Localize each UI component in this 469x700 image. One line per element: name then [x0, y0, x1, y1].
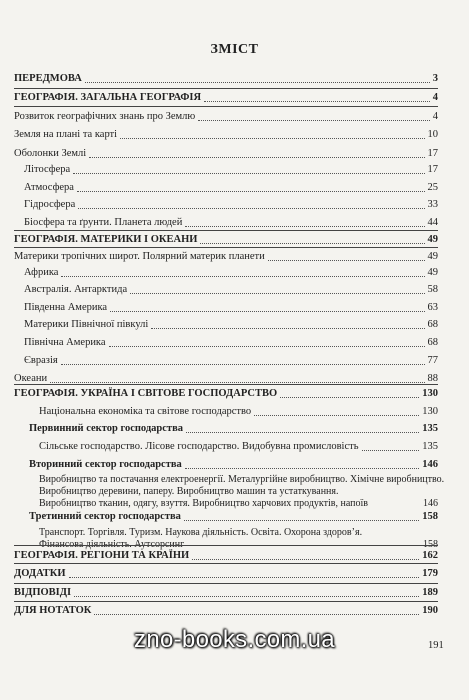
- toc-entry-title: Земля на плані та карті: [14, 129, 118, 140]
- toc-entry-page: 49: [427, 251, 438, 262]
- toc-entry-line: Виробництво та постачання електроенергії. Металургійне виробництво. Хімічне виробництво.: [39, 474, 445, 485]
- toc-entry[interactable]: [24, 301, 438, 315]
- toc-entry[interactable]: [24, 216, 438, 230]
- toc-entry[interactable]: [14, 233, 438, 247]
- leader-dots: [120, 138, 424, 139]
- toc-entry[interactable]: [14, 147, 438, 161]
- toc-entry-page: 158: [423, 539, 438, 550]
- toc-entry-page: 17: [427, 148, 438, 159]
- toc-entry-page: 88: [427, 373, 438, 384]
- toc-entry-page: 77: [427, 355, 438, 366]
- leader-dots: [94, 614, 419, 615]
- watermark: zno-books.com.ua: [134, 626, 335, 653]
- toc-entry[interactable]: [14, 91, 438, 105]
- toc-entry-line: Фінансова діяльність. Аутсорсинг: [39, 539, 185, 550]
- toc-entry[interactable]: [39, 405, 438, 419]
- page-title: ЗМІСТ: [210, 42, 259, 57]
- leader-dots: [89, 157, 424, 158]
- toc-entry[interactable]: [24, 163, 438, 177]
- toc-entry[interactable]: [14, 549, 438, 563]
- toc-entry-page: 162: [422, 550, 438, 561]
- separator-line: [14, 88, 438, 89]
- toc-entry-title: ГЕОГРАФІЯ. МАТЕРИКИ І ОКЕАНИ: [14, 234, 198, 245]
- toc-entry-title: Материки Північної півкулі: [24, 319, 149, 330]
- toc-entry-title: Материки тропічних широт. Полярний материк планети: [14, 251, 265, 262]
- separator-line: [14, 563, 438, 564]
- toc-entry-title: Гідросфера: [24, 199, 76, 210]
- toc-entry-page: 4: [432, 92, 438, 103]
- toc-entry[interactable]: [39, 440, 438, 454]
- toc-entry-page: 158: [422, 511, 438, 522]
- leader-dots: [73, 173, 424, 174]
- toc-entry[interactable]: [14, 128, 438, 142]
- toc-entry-title: ДОДАТКИ: [14, 568, 66, 579]
- toc-entry-title: ДЛЯ НОТАТОК: [14, 605, 92, 616]
- toc-entry-page: 44: [427, 217, 438, 228]
- toc-entry-title: ГЕОГРАФІЯ. ЗАГАЛЬНА ГЕОГРАФІЯ: [14, 92, 202, 103]
- separator-line: [14, 601, 438, 602]
- toc-entry[interactable]: [14, 250, 438, 264]
- leader-dots: [184, 520, 419, 521]
- toc-entry-page: 68: [427, 337, 438, 348]
- toc-entry-line: Виробництво тканин, одягу, взуття. Виробництво харчових продуктів, напоїв: [39, 498, 369, 509]
- leader-dots: [109, 346, 425, 347]
- toc-entry-page: 130: [422, 406, 438, 417]
- toc-entry-title: Атмосфера: [24, 182, 74, 193]
- toc-entry-page: 189: [422, 587, 438, 598]
- leader-dots: [130, 293, 424, 294]
- leader-dots: [200, 243, 424, 244]
- separator-line: [14, 247, 438, 248]
- toc-entry-page: 49: [427, 234, 438, 245]
- leader-dots: [280, 397, 419, 398]
- toc-entry-title: Африка: [24, 267, 59, 278]
- toc-entry-page: 68: [427, 319, 438, 330]
- toc-entry-title: Євразія: [24, 355, 58, 366]
- toc-entry-page: 33: [427, 199, 438, 210]
- toc-entry-line: Транспорт. Торгівля. Туризм. Наукова діяльність. Освіта. Охорона здоров’я.: [39, 527, 363, 538]
- toc-entry-title: Національна економіка та світове господарство: [39, 406, 252, 417]
- toc-entry-page: 179: [422, 568, 438, 579]
- toc-entry-title: Вторинний сектор господарства: [29, 459, 182, 470]
- toc-entry[interactable]: [24, 354, 438, 368]
- toc-entry-title: Третинний сектор господарства: [29, 511, 181, 522]
- toc-entry-page: 135: [422, 441, 438, 452]
- toc-entry-title: ГЕОГРАФІЯ. РЕГІОНИ ТА КРАЇНИ: [14, 550, 190, 561]
- toc-entry[interactable]: [29, 422, 438, 436]
- toc-entry-page: 130: [422, 388, 438, 399]
- leader-dots: [151, 328, 424, 329]
- leader-dots: [78, 208, 424, 209]
- toc-entry-page: 135: [422, 423, 438, 434]
- toc-entry[interactable]: [14, 604, 438, 618]
- toc-entry-page: 4: [432, 111, 438, 122]
- toc-entry-page: 146: [423, 498, 438, 509]
- toc-entry-page: 146: [422, 459, 438, 470]
- separator-line: [14, 384, 438, 385]
- leader-dots: [192, 559, 419, 560]
- toc-entry-line: Виробництво деревини, паперу. Виробництво машин та устаткування.: [39, 486, 339, 497]
- leader-dots: [185, 226, 424, 227]
- toc-entry[interactable]: [24, 198, 438, 212]
- toc-entry-page: 3: [432, 73, 438, 84]
- toc-entry[interactable]: [14, 567, 438, 581]
- toc-entry-title: Літосфера: [24, 164, 71, 175]
- page-number: 191: [428, 640, 444, 651]
- leader-dots: [50, 382, 424, 383]
- toc-entry[interactable]: [14, 387, 438, 401]
- separator-line: [14, 583, 438, 584]
- leader-dots: [61, 276, 424, 277]
- toc-entry-title: Північна Америка: [24, 337, 106, 348]
- toc-entry-page: 63: [427, 302, 438, 313]
- toc-entry-title: ПЕРЕДМОВА: [14, 73, 82, 84]
- toc-entry[interactable]: [24, 181, 438, 195]
- leader-dots: [204, 101, 430, 102]
- toc-entry-title: Сільське господарство. Лісове господарство. Видобувна промисловість: [39, 441, 359, 452]
- separator-line: [14, 545, 438, 546]
- leader-dots: [110, 311, 424, 312]
- toc-entry-title: Оболонки Землі: [14, 148, 87, 159]
- leader-dots: [85, 82, 430, 83]
- leader-dots: [268, 260, 425, 261]
- leader-dots: [185, 468, 419, 469]
- toc-entry[interactable]: [24, 283, 438, 297]
- leader-dots: [198, 120, 430, 121]
- toc-entry[interactable]: [29, 510, 438, 524]
- toc-entry-page: 10: [427, 129, 438, 140]
- toc-entry[interactable]: [24, 318, 438, 332]
- toc-entry-title: ВІДПОВІДІ: [14, 587, 72, 598]
- leader-dots: [186, 432, 419, 433]
- toc-entry[interactable]: [14, 110, 438, 124]
- separator-line: [14, 106, 438, 107]
- toc-entry-page: 49: [427, 267, 438, 278]
- toc-entry[interactable]: [24, 336, 438, 350]
- leader-dots: [77, 191, 425, 192]
- toc-entry-title: Австралія. Антарктида: [24, 284, 128, 295]
- leader-dots: [61, 364, 425, 365]
- leader-dots: [362, 450, 420, 451]
- toc-entry[interactable]: [14, 72, 438, 86]
- separator-line: [14, 230, 438, 231]
- toc-entry-page: 58: [427, 284, 438, 295]
- leader-dots: [69, 577, 420, 578]
- toc-entry-title: ГЕОГРАФІЯ. УКРАЇНА І СВІТОВЕ ГОСПОДАРСТВО: [14, 388, 278, 399]
- leader-dots: [254, 415, 419, 416]
- toc-entry-title: Біосфера та ґрунти. Планета людей: [24, 217, 183, 228]
- toc-entry[interactable]: [24, 266, 438, 280]
- toc-entry-title: Первинний сектор господарства: [29, 423, 183, 434]
- leader-dots: [74, 596, 419, 597]
- toc-entry-title: Океани: [14, 373, 48, 384]
- toc-entry-page: 17: [427, 164, 438, 175]
- toc-entry-page: 25: [427, 182, 438, 193]
- toc-entry-page: 190: [422, 605, 438, 616]
- toc-entry-title: Розвиток географічних знань про Землю: [14, 111, 196, 122]
- toc-entry[interactable]: [14, 586, 438, 600]
- toc-entry-title: Південна Америка: [24, 302, 108, 313]
- toc-entry[interactable]: [29, 458, 438, 472]
